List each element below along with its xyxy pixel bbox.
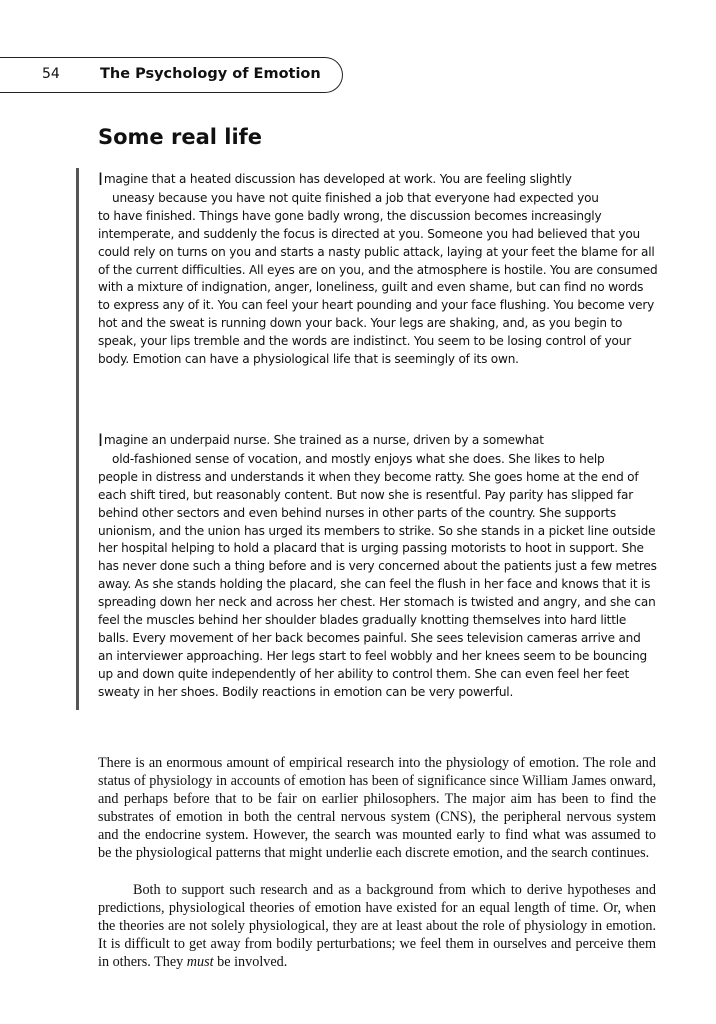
vignette-line-text: magine that a heated discussion has developed at work. You are feeling slightly <box>103 172 572 186</box>
vignette-line-text: magine an underpaid nurse. She trained as a nurse, driven by a somewhat <box>103 433 544 447</box>
vignette-first-line <box>98 432 658 451</box>
vignette-body: to have finished. Things have gone badly wrong, the discussion becomes increasingly intemperate, and suddenly the focus is directed at you. Someone you had believed that you could rely on turns on you and starts a nasty public attack, laying at your feet the blame for all of the current difficulties. All eyes are on you, and the atmosphere is hostile. You are consumed with a mixture of indignation, anger, loneliness, guilt and even shame, but can find no words to express any of it. You can feel your heart pounding and your face flushing. You become very hot and the sweat is running down your back. Your legs are shaking, and, as you begin to speak, your lips tremble and the words are indistinct. You seem to be losing control of your body. Emotion can have a physiological life that is seemingly of its own. <box>98 208 658 367</box>
emphasis-text: must <box>186 954 214 971</box>
vignette-nurse <box>98 432 658 702</box>
vignette-second-line: uneasy because you have not quite finished a job that everyone had expected you <box>112 190 599 205</box>
drop-cap: I <box>98 431 103 451</box>
vignette-workplace <box>98 171 658 369</box>
body-paragraph-2 <box>98 881 656 971</box>
paragraph-text: Both to support such research and as a background from which to derive hypotheses and predictions, physiological theories of emotion have existed for an equal length of time. Or, when the theories are not solely physiological, they are at least about the role of physiology in emotion. It is difficult to get away from bodily perturbations; we feel them in ourselves and perceive them in others. They <box>98 882 656 971</box>
vignette-body: people in distress and understands it when they become ratty. She goes home at the end of each shift tired, but reasonably content. But now she is resentful. Pay parity has slipped far behind other sectors and even behind nurses in other parts of the country. She supports unionism, and the union has urged its members to strike. So she stands in a picket line outside her hospital helping to hold a placard that is urging passing motorists to hoot in support. She has never done such a thing before and is very concerned about the patients just a few metres away. As she stands holding the placard, she can feel the flush in her face and knows that it is spreading down her neck and across her chest. Her stomach is twisted and angry, and she can feel the muscles behind her shoulder blades gradually knotting themselves into hard little balls. Every movement of her back becomes painful. She sees television cameras arrive and an interviewer approaching. Her legs start to feel wobbly and her knees seem to be bouncing up and down quite independently of her ability to control them. She can even feel her feet sweaty in her shoes. Bodily reactions in emotion can be very powerful. <box>98 469 657 699</box>
vignette-second-line: old-fashioned sense of vocation, and mostly enjoys what she does. She likes to help <box>112 451 605 466</box>
section-heading: Some real life <box>98 125 263 149</box>
page-number: 54 <box>42 66 60 82</box>
drop-cap: I <box>98 170 103 190</box>
vignette-first-line <box>98 171 658 190</box>
paragraph-tail: be involved. <box>213 954 288 971</box>
running-title: The Psychology of Emotion <box>100 66 321 82</box>
vignette-side-rule <box>76 168 79 710</box>
body-paragraph-1: There is an enormous amount of empirical research into the physiology of emotion. The role and status of physiology in accounts of emotion has been of significance since William James onward, and perhaps before that to be fair on earlier philosophers. The major aim has been to find the substrates of emotion in both the central nervous system (CNS), the peripheral nervous system and the endocrine system. However, the search was mounted early to find what was assumed to be the physiological patterns that might underlie each discrete emotion, and the search continues. <box>98 755 656 862</box>
